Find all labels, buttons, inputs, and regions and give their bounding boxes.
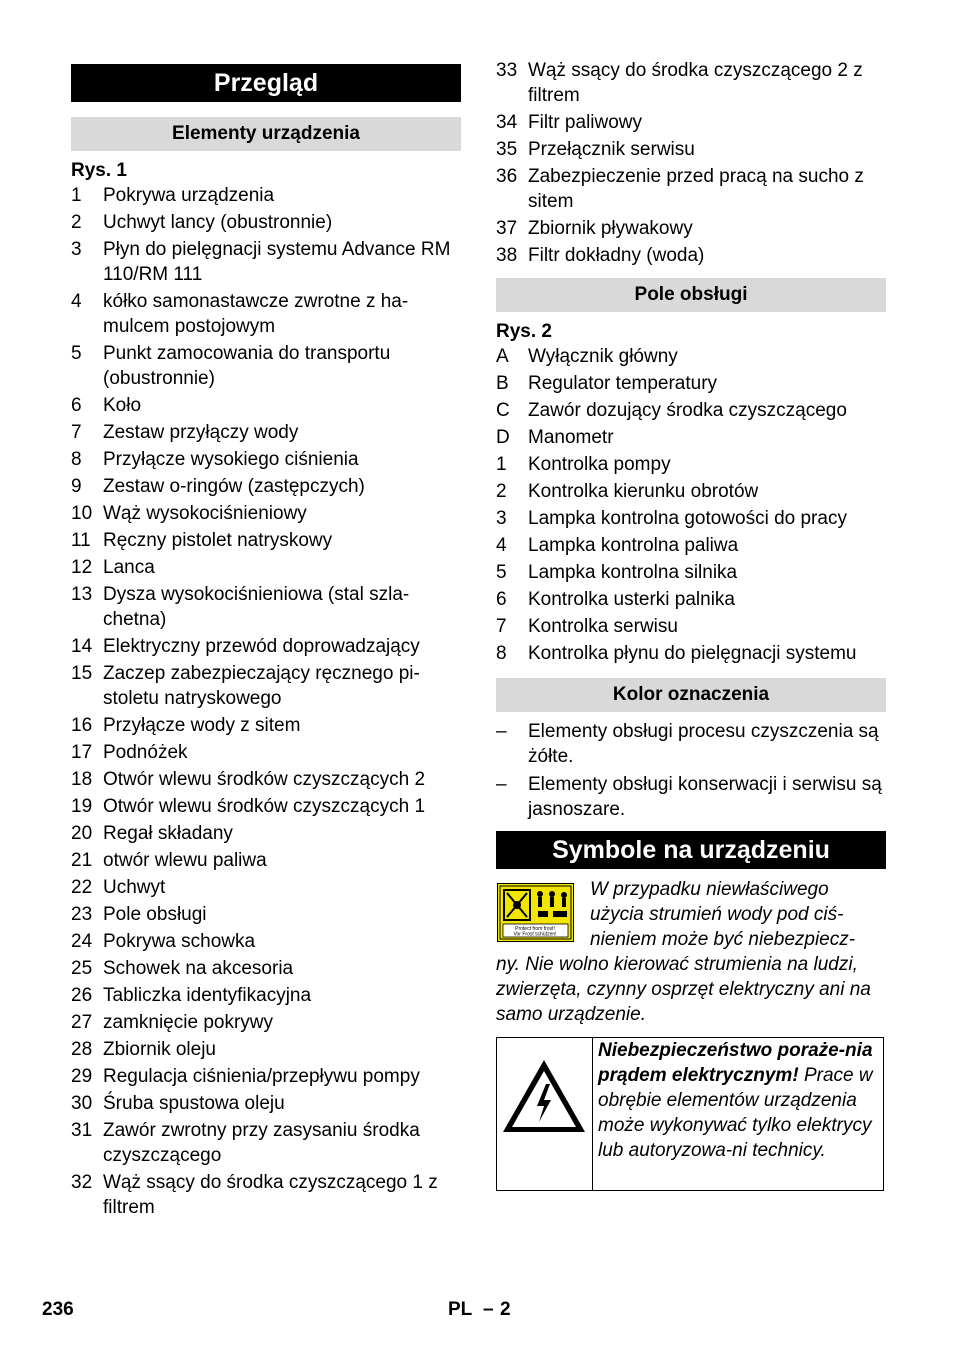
list-item-number: 20 — [71, 823, 93, 844]
list-item-text: Dysza wysokociśnieniowa (stal szla-chetna) — [103, 584, 410, 630]
list-item — [71, 183, 461, 208]
list-item — [71, 875, 461, 900]
list-item — [71, 555, 461, 580]
list-item-text: Wąż ssący do środka czyszczącego 1 z filtrem — [103, 1172, 438, 1218]
list-item — [71, 713, 461, 738]
list-item-number: 15 — [71, 663, 93, 684]
list-item-text: Tabliczka identyfikacyjna — [103, 985, 312, 1006]
list-item-number: 38 — [496, 245, 518, 266]
warning-text-line-1: W przypadku niewłaściwego — [590, 879, 829, 900]
control-list-item — [496, 587, 886, 612]
list-item-number: 1 — [71, 185, 82, 206]
list-item-number: 27 — [71, 1012, 93, 1033]
control-list-item — [496, 344, 886, 369]
footer-dash: – — [483, 1299, 494, 1320]
control-list-item — [496, 614, 886, 639]
list-item — [71, 501, 461, 526]
list-item-number: 22 — [71, 877, 93, 898]
list-item-text: Koło — [103, 395, 142, 416]
control-list-item-text: Manometr — [528, 427, 614, 448]
list-item-number: 9 — [71, 476, 82, 497]
control-list-item — [496, 479, 886, 504]
control-list-item-number: 2 — [496, 481, 507, 502]
list-item — [71, 767, 461, 792]
list-item-number: 4 — [71, 291, 82, 312]
list-item-number: 7 — [71, 422, 82, 443]
control-list-item — [496, 398, 886, 423]
list-item-text: Otwór wlewu środków czyszczących 1 — [103, 796, 426, 817]
control-list-item — [496, 371, 886, 396]
list-item-number: 34 — [496, 112, 518, 133]
warning-text-line-2: użycia strumień wody pod ciś- — [590, 904, 844, 925]
high-pressure-warning-icon — [497, 883, 574, 942]
list-item-number: 37 — [496, 218, 518, 239]
list-item-text: Regulacja ciśnienia/przepływu pompy — [103, 1066, 420, 1087]
list-item — [71, 1170, 461, 1220]
list-item-number: 29 — [71, 1066, 93, 1087]
color-list-item-text: Elementy obsługi procesu czyszczenia są żółte. — [528, 721, 879, 767]
svg-text:Protect from frost!: Protect from frost! — [515, 926, 555, 932]
list-item-text: Wąż ssący do środka czyszczącego 2 z filtrem — [528, 60, 863, 106]
list-item-text: Podnóżek — [103, 742, 188, 763]
control-list-item-number: 7 — [496, 616, 507, 637]
list-item — [496, 243, 886, 268]
list-item-number: 18 — [71, 769, 93, 790]
list-item — [71, 634, 461, 659]
list-item-number: 24 — [71, 931, 93, 952]
list-item-text: Lanca — [103, 557, 155, 578]
list-item-number: 5 — [71, 343, 82, 364]
electric-shock-icon-cell — [497, 1038, 593, 1190]
electric-shock-body: Prace w obrębie elementów urządzenia może wykonywać tylko elektrycy lub autoryzowa-ni technicy. — [598, 1065, 873, 1161]
list-item — [71, 794, 461, 819]
list-item-text: Płyn do pielęgnacji systemu Advance RM 110/RM 111 — [103, 239, 451, 285]
list-item — [71, 1091, 461, 1116]
list-item-text: Schowek na akcesoria — [103, 958, 294, 979]
list-item-number: 35 — [496, 139, 518, 160]
list-item-text: Zestaw o-ringów (zastępczych) — [103, 476, 365, 497]
control-list-item-text: Lampka kontrolna gotowości do pracy — [528, 508, 847, 529]
list-item — [71, 237, 461, 287]
list-item — [71, 661, 461, 711]
language-code: PL — [448, 1299, 473, 1320]
control-panel-list — [496, 344, 886, 668]
subsection-title-device-elements: Elementy urządzenia — [71, 117, 461, 151]
color-list-item — [496, 719, 886, 769]
electric-shock-title: Niebezpieczeństwo poraże-nia prądem elektrycznym! — [598, 1040, 873, 1086]
control-list-item-number: 1 — [496, 454, 507, 475]
list-item-number: 36 — [496, 166, 518, 187]
list-item-text: Zaczep zabezpieczający ręcznego pi-stoletu natryskowego — [103, 663, 420, 709]
list-item — [71, 929, 461, 954]
list-item-text: Zbiornik pływakowy — [528, 218, 693, 239]
list-item-number: 8 — [71, 449, 82, 470]
list-item-text: Zestaw przyłączy wody — [103, 422, 299, 443]
list-item — [71, 289, 461, 339]
list-item — [496, 110, 886, 135]
list-item — [71, 1118, 461, 1168]
figure-label-2: Rys. 2 — [496, 321, 552, 342]
list-item — [496, 137, 886, 162]
list-item — [71, 1010, 461, 1035]
list-item-text: Pokrywa schowka — [103, 931, 256, 952]
subsection-title-control-panel: Pole obsługi — [496, 278, 886, 312]
list-item-text: Zawór zwrotny przy zasysaniu środka czyszczącego — [103, 1120, 420, 1166]
list-item-number: 25 — [71, 958, 93, 979]
list-item-number: 17 — [71, 742, 93, 763]
warning-text-line-3: nieniem może być niebezpiecz- — [590, 929, 856, 950]
list-item-text: Uchwyt — [103, 877, 166, 898]
list-item-number: 13 — [71, 584, 93, 605]
color-list-item-text: Elementy obsługi konserwacji i serwisu są jasnoszare. — [528, 774, 882, 820]
color-coding-list — [496, 719, 886, 825]
list-item-text: Uchwyt lancy (obustronnie) — [103, 212, 333, 233]
list-item — [496, 164, 886, 214]
list-item-text: Regał składany — [103, 823, 233, 844]
page-number: 236 — [42, 1299, 74, 1320]
control-list-item-number: A — [496, 346, 509, 367]
device-elements-list — [71, 183, 461, 1222]
list-item-number: 30 — [71, 1093, 93, 1114]
control-list-item-number: D — [496, 427, 510, 448]
control-list-item — [496, 452, 886, 477]
list-item-text: Przyłącze wody z sitem — [103, 715, 301, 736]
list-item — [71, 420, 461, 445]
control-list-item — [496, 641, 886, 666]
list-item-text: Ręczny pistolet natryskowy — [103, 530, 333, 551]
control-list-item-text: Kontrolka kierunku obrotów — [528, 481, 759, 502]
control-list-item-number: 3 — [496, 508, 507, 529]
list-item — [496, 216, 886, 241]
list-item-number: 33 — [496, 60, 518, 81]
list-item-text: Elektryczny przewód doprowadzający — [103, 636, 420, 657]
list-item — [71, 740, 461, 765]
control-list-item — [496, 425, 886, 450]
language-page-number: 2 — [500, 1299, 511, 1320]
list-item — [71, 393, 461, 418]
section-title-overview: Przegląd — [71, 64, 461, 102]
control-list-item-number: B — [496, 373, 509, 394]
list-item-text: Punkt zamocowania do transportu (obustronnie) — [103, 343, 391, 389]
color-list-item-number: – — [496, 774, 507, 795]
list-item — [71, 1037, 461, 1062]
control-list-item-text: Kontrolka płynu do pielęgnacji systemu — [528, 643, 857, 664]
section-title-symbols: Symbole na urządzeniu — [496, 831, 886, 869]
list-item-text: Pole obsługi — [103, 904, 207, 925]
list-item-text: zamknięcie pokrywy — [103, 1012, 273, 1033]
list-item-number: 26 — [71, 985, 93, 1006]
list-item-text: Śruba spustowa oleju — [103, 1093, 285, 1114]
list-item-text: otwór wlewu paliwa — [103, 850, 267, 871]
list-item-text: Zabezpieczenie przed pracą na sucho z sitem — [528, 166, 864, 212]
svg-text:Vor Frost schützen!: Vor Frost schützen! — [513, 931, 557, 938]
list-item — [71, 528, 461, 553]
list-item-number: 6 — [71, 395, 82, 416]
list-item-text: Otwór wlewu środków czyszczących 2 — [103, 769, 426, 790]
list-item-text: Zbiornik oleju — [103, 1039, 216, 1060]
list-item — [71, 902, 461, 927]
list-item-number: 32 — [71, 1172, 93, 1193]
list-item — [71, 821, 461, 846]
electric-shock-text — [598, 1038, 880, 1163]
electric-shock-warning-box — [496, 1037, 884, 1191]
list-item-number: 10 — [71, 503, 93, 524]
list-item — [496, 58, 886, 108]
list-item-number: 31 — [71, 1120, 93, 1141]
list-item-number: 3 — [71, 239, 82, 260]
list-item-number: 16 — [71, 715, 93, 736]
electric-shock-icon — [497, 1038, 592, 1190]
list-item — [71, 956, 461, 981]
list-item-number: 11 — [71, 530, 91, 551]
list-item-number: 14 — [71, 636, 93, 657]
control-list-item-number: 8 — [496, 643, 507, 664]
list-item — [71, 474, 461, 499]
control-list-item-text: Lampka kontrolna silnika — [528, 562, 738, 583]
list-item — [71, 210, 461, 235]
control-list-item-text: Regulator temperatury — [528, 373, 718, 394]
list-item-text: Przyłącze wysokiego ciśnienia — [103, 449, 359, 470]
warning-text-rest: ny. Nie wolno kierować strumienia na ludzi, zwierzęta, czynny osprzęt elektryczny ani na samo urządzenie. — [496, 954, 871, 1025]
control-list-item-text: Kontrolka usterki palnika — [528, 589, 735, 610]
color-list-item — [496, 772, 886, 822]
list-item — [71, 983, 461, 1008]
figure-label-1: Rys. 1 — [71, 160, 127, 181]
list-item-number: 21 — [71, 850, 93, 871]
list-item — [71, 848, 461, 873]
list-item-text: Filtr paliwowy — [528, 112, 643, 133]
list-item-number: 12 — [71, 557, 93, 578]
list-item — [71, 341, 461, 391]
control-list-item-number: C — [496, 400, 510, 421]
list-item-text: Filtr dokładny (woda) — [528, 245, 705, 266]
control-list-item-text: Lampka kontrolna paliwa — [528, 535, 739, 556]
list-item — [71, 1064, 461, 1089]
list-item — [71, 447, 461, 472]
list-item-number: 2 — [71, 212, 82, 233]
control-list-item-number: 5 — [496, 562, 507, 583]
list-item-number: 28 — [71, 1039, 93, 1060]
control-list-item-text: Wyłącznik główny — [528, 346, 678, 367]
list-item-text: Pokrywa urządzenia — [103, 185, 275, 206]
control-list-item — [496, 533, 886, 558]
subsection-title-color-coding: Kolor oznaczenia — [496, 678, 886, 712]
control-list-item — [496, 506, 886, 531]
device-elements-list-continued — [496, 58, 886, 270]
list-item-text: kółko samonastawcze zwrotne z ha-mulcem postojowym — [103, 291, 409, 337]
list-item-number: 23 — [71, 904, 93, 925]
control-list-item-number: 4 — [496, 535, 507, 556]
control-list-item-text: Kontrolka serwisu — [528, 616, 678, 637]
control-list-item-text: Kontrolka pompy — [528, 454, 671, 475]
control-list-item-number: 6 — [496, 589, 507, 610]
list-item — [71, 582, 461, 632]
color-list-item-number: – — [496, 721, 507, 742]
list-item-number: 19 — [71, 796, 93, 817]
list-item-text: Przełącznik serwisu — [528, 139, 695, 160]
list-item-text: Wąż wysokociśnieniowy — [103, 503, 307, 524]
control-list-item — [496, 560, 886, 585]
control-list-item-text: Zawór dozujący środka czyszczącego — [528, 400, 847, 421]
